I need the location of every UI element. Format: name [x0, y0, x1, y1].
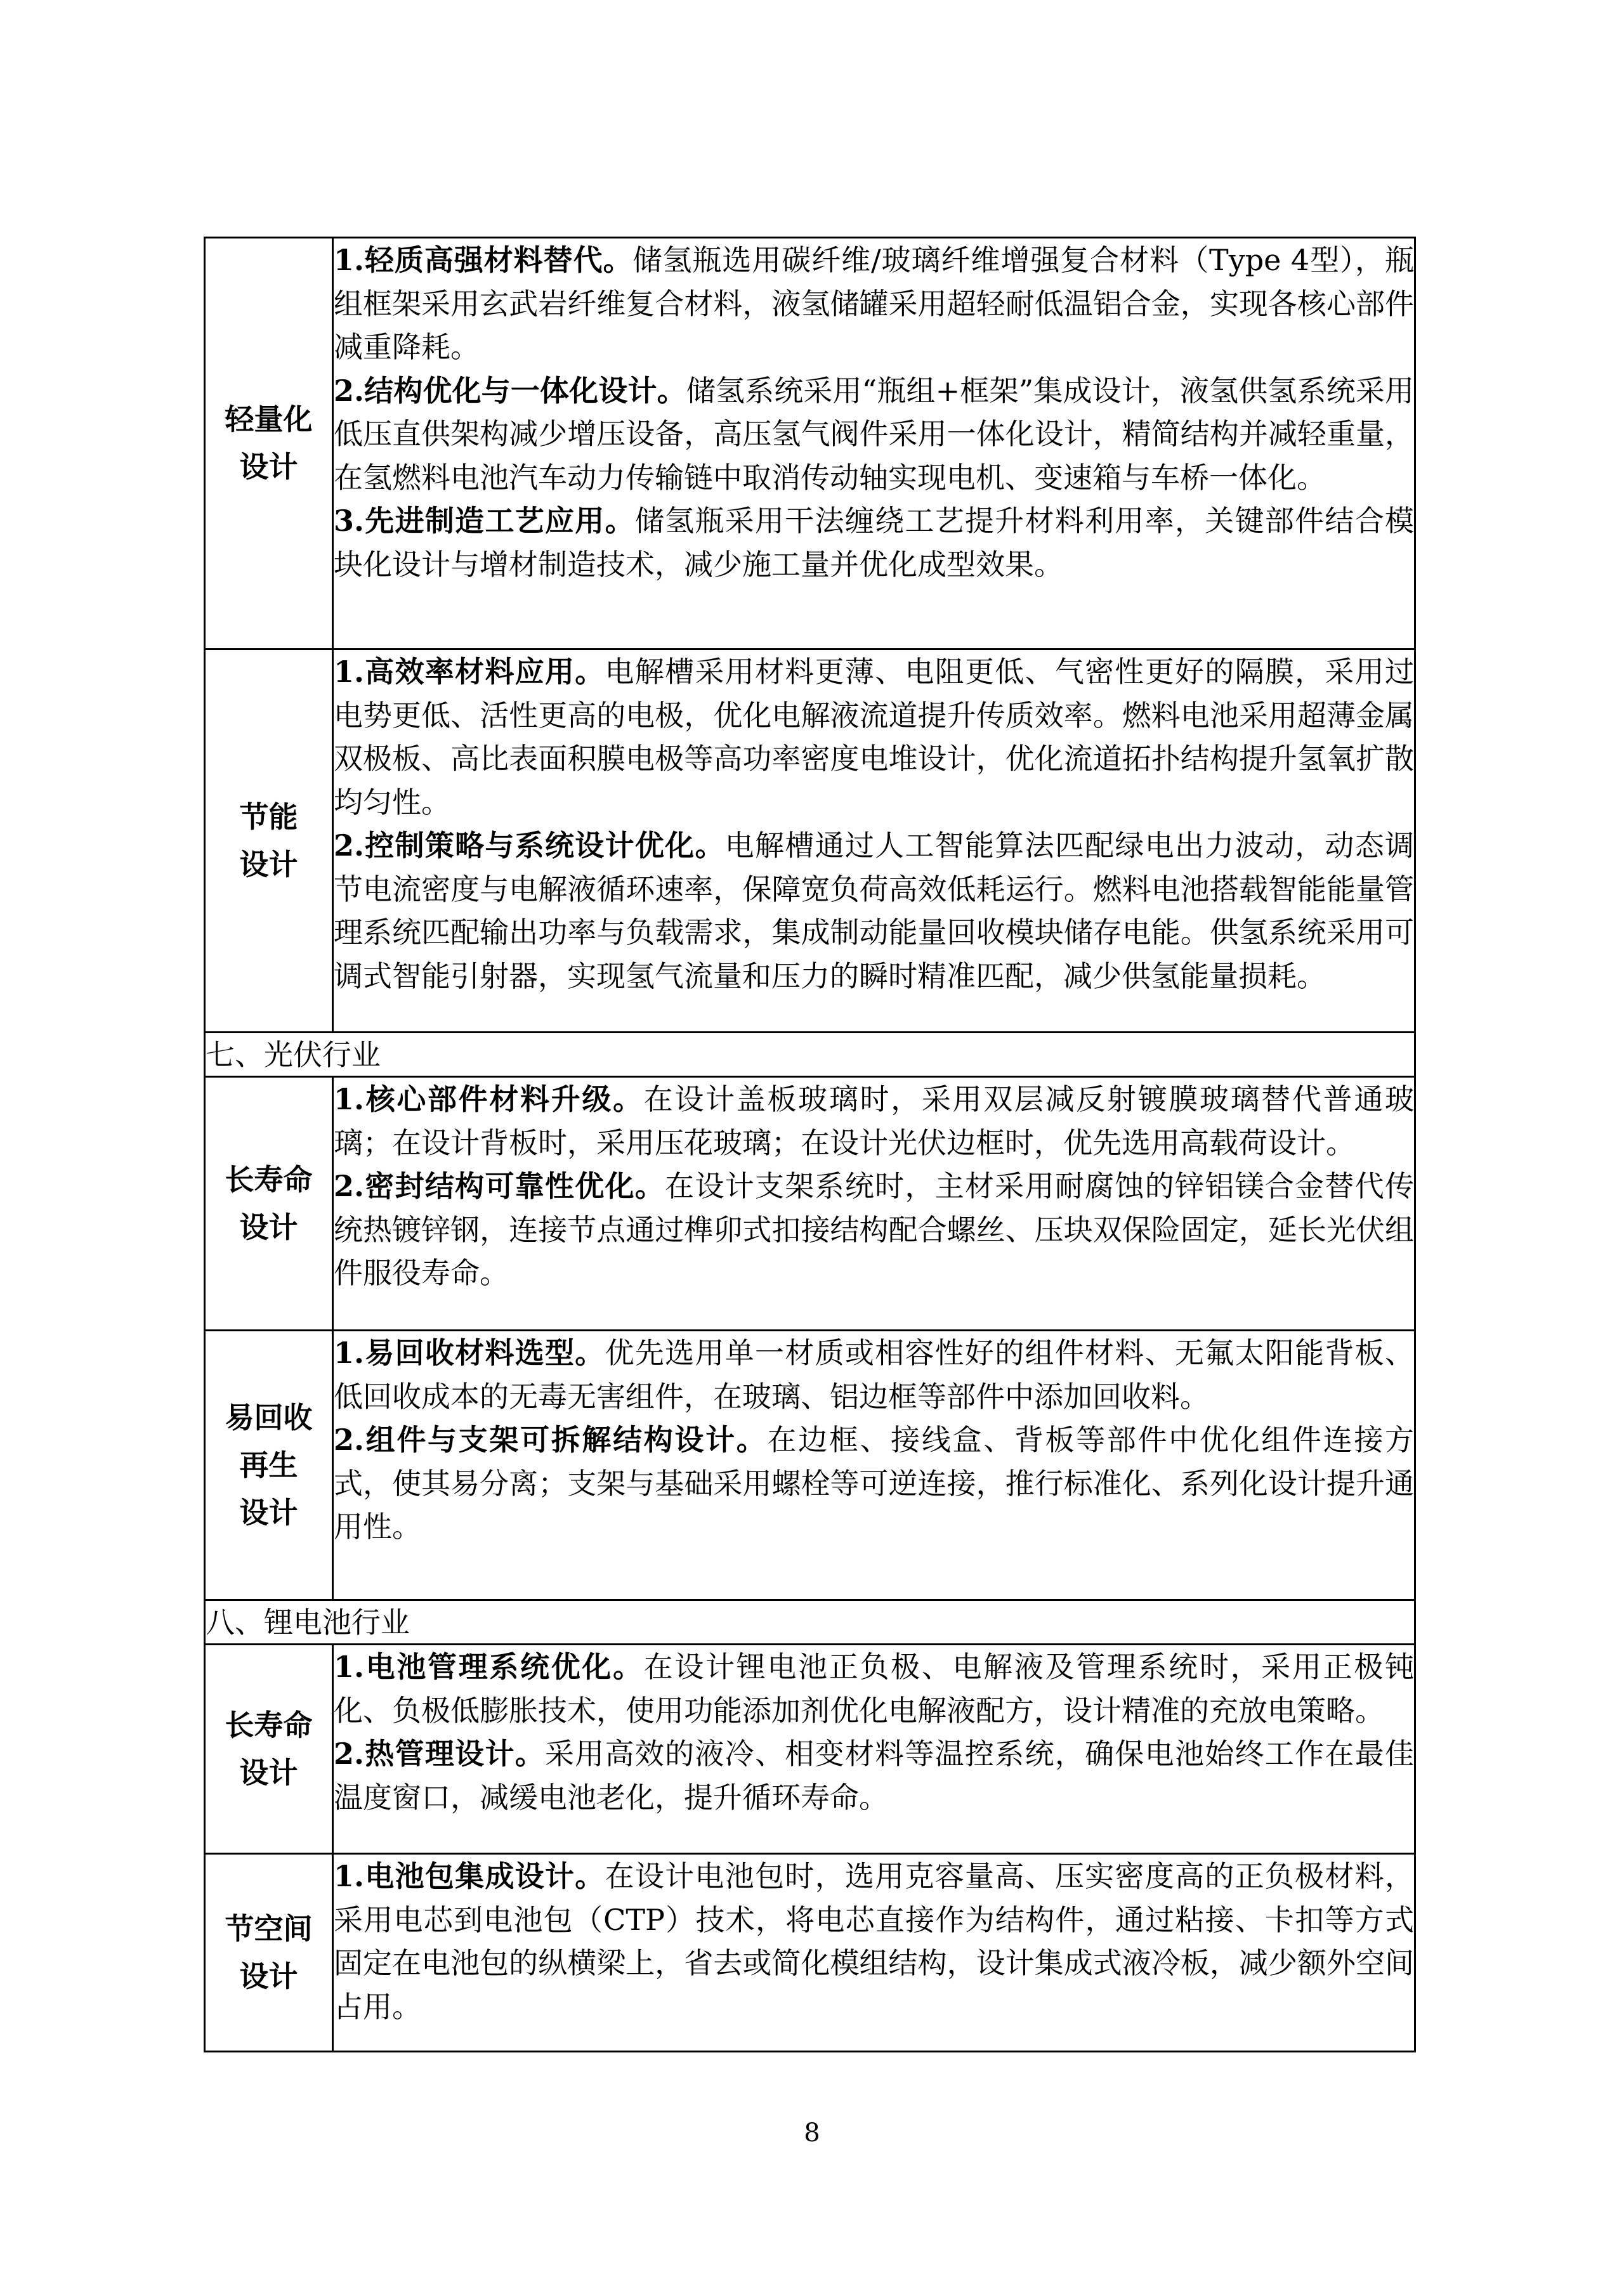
table-row	[205, 649, 1415, 1033]
list-item: 2.控制策略与系统设计优化。电解槽通过人工智能算法匹配绿电出力波动，动态调节电流密度与电解液循环速率，保障宽负荷高效低耗运行。燃料电池搭载智能能量管理系统匹配输出功率与负载需求，集成制动能量回收模块储存电能。供氢系统采用可调式智能引射器，实现氢气流量和压力的瞬时精准匹配，减少供氢能量损耗。	[334, 828, 1415, 993]
list-item: 1.轻质高强材料替代。储氢瓶选用碳纤维/玻璃纤维增强复合材料（Type 4型），瓶组框架采用玄武岩纤维复合材料，液氢储罐采用超轻耐低温铝合金，实现各核心部件减重降耗。	[334, 243, 1414, 364]
table-row	[205, 1645, 1415, 1854]
row-content	[333, 1645, 1415, 1854]
row-label: 节能 设计	[205, 649, 333, 1033]
list-item: 2.组件与支架可拆解结构设计。在边框、接线盒、背板等部件中优化组件连接方式，使其易分离；支架与基础采用螺栓等可逆连接，推行标准化、系列化设计提升通用性。	[334, 1423, 1414, 1544]
row-label: 长寿命 设计	[205, 1077, 333, 1331]
row-content	[333, 649, 1415, 1033]
list-item: 3.先进制造工艺应用。储氢瓶采用干法缠绕工艺提升材料利用率，关键部件结合模块化设计与增材制造技术，减少施工量并优化成型效果。	[334, 504, 1414, 582]
list-item: 1.电池包集成设计。在设计电池包时，选用克容量高、压实密度高的正负极材料，采用电芯到电池包（CTP）技术，将电芯直接作为结构件，通过粘接、卡扣等方式固定在电池包的纵横梁上，省去或简化模组结构，设计集成式液冷板，减少额外空间占用。	[334, 1859, 1414, 2024]
page-number: 8	[804, 2118, 820, 2148]
list-item: 1.高效率材料应用。电解槽采用材料更薄、电阻更低、气密性更好的隔膜，采用过电势更低、活性更高的电极，优化电解液流道提升传质效率。燃料电池采用超薄金属双极板、高比表面积膜电极等高功率密度电堆设计，优化流道拓扑结构提升氢氧扩散均匀性。	[334, 655, 1414, 819]
list-item: 2.热管理设计。采用高效的液冷、相变材料等温控系统，确保电池始终工作在最佳温度窗口，减缓电池老化，提升循环寿命。	[334, 1737, 1414, 1815]
list-item: 1.电池管理系统优化。在设计锂电池正负极、电解液及管理系统时，采用正极钝化、负极低膨胀技术，使用功能添加剂优化电解液配方，设计精准的充放电策略。	[334, 1650, 1414, 1728]
section-row	[205, 1033, 1415, 1077]
row-label: 易回收 再生 设计	[205, 1331, 333, 1600]
list-item: 2.密封结构可靠性优化。在设计支架系统时，主材采用耐腐蚀的锌铝镁合金替代传统热镀锌钢，连接节点通过榫卯式扣接结构配合螺丝、压块双保险固定，延长光伏组件服役寿命。	[334, 1169, 1414, 1290]
section-heading: 七、光伏行业	[205, 1033, 1415, 1077]
row-label: 节空间 设计	[205, 1854, 333, 2052]
requirements-table	[204, 237, 1416, 2052]
row-content	[333, 1331, 1415, 1600]
row-content	[333, 1854, 1415, 2052]
section-row	[205, 1600, 1415, 1645]
list-item: 1.核心部件材料升级。在设计盖板玻璃时，采用双层减反射镀膜玻璃替代普通玻璃；在设计背板时，采用压花玻璃；在设计光伏边框时，优先选用高载荷设计。	[334, 1082, 1414, 1160]
row-content	[333, 238, 1415, 649]
table-row	[205, 1077, 1415, 1331]
table-row	[205, 1854, 1415, 2052]
table-row	[205, 238, 1415, 649]
section-heading: 八、锂电池行业	[205, 1600, 1415, 1645]
row-content	[333, 1077, 1415, 1331]
row-label: 轻量化 设计	[205, 238, 333, 649]
list-item: 1.易回收材料选型。优先选用单一材质或相容性好的组件材料、无氟太阳能背板、低回收成本的无毒无害组件，在玻璃、铝边框等部件中添加回收料。	[334, 1336, 1414, 1414]
list-item: 2.结构优化与一体化设计。储氢系统采用“瓶组+框架”集成设计，液氢供氢系统采用低压直供架构减少增压设备，高压氢气阀件采用一体化设计，精简结构并减轻重量，在氢燃料电池汽车动力传输链中取消传动轴实现电机、变速箱与车桥一体化。	[334, 373, 1414, 495]
row-label: 长寿命 设计	[205, 1645, 333, 1854]
table-row	[205, 1331, 1415, 1600]
